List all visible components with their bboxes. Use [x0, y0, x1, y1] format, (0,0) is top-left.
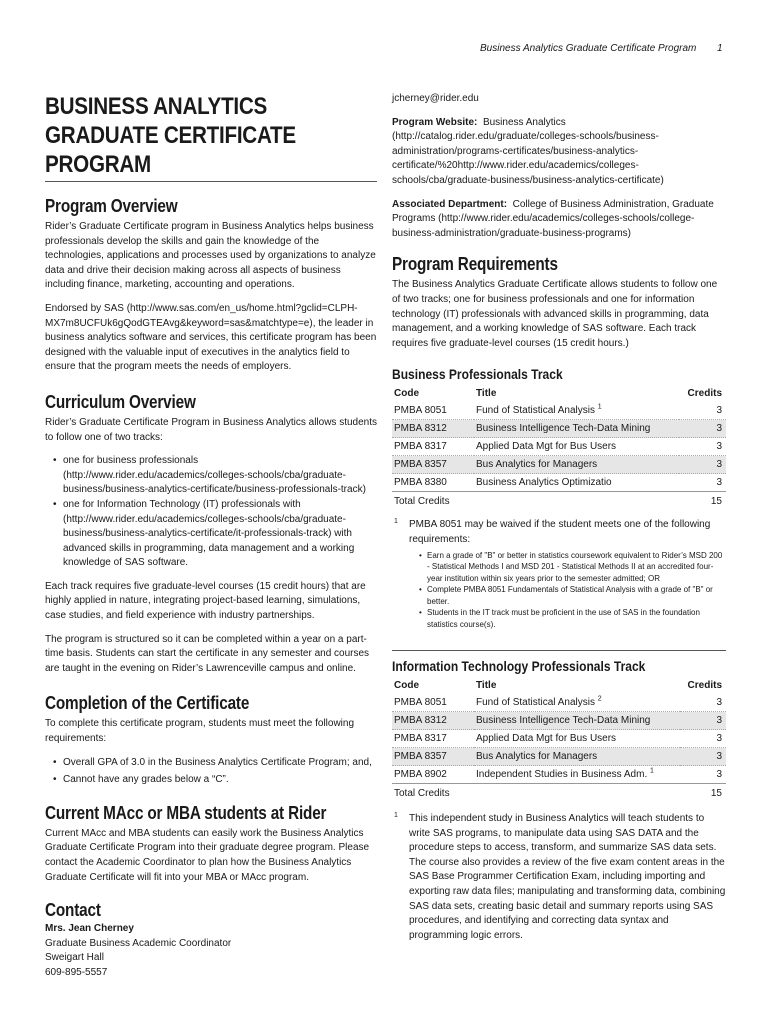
page-title: BUSINESS ANALYTICS GRADUATE CERTIFICATE PROGRAM: [45, 92, 377, 182]
program-overview-heading: Program Overview: [45, 196, 178, 216]
program-requirements-heading: Program Requirements: [392, 254, 558, 275]
program-website-link[interactable]: Business Analytics (http://catalog.rider.edu/graduate/colleges-schools/business-administration/programs-certificates/business-analytics-certificate/%20http://www.rider.edu/academics/colleges-schools/cba/graduate-business/business-analytics-certificate): [392, 116, 664, 186]
it-track-table: Code Title Credits PMBA 8051 Fund of Statistical Analysis $^2$ 3 PMBA 8312 Business Intelligence Tech-Data Mining 3 PMBA 8317 Applied Data Mgt for Bus Users 3 PMBA 8357 Bus Analytics for Managers 3 PMBA 8902 Independent Studies in Business Adm. $^1$ 3 Total Credits 15: [392, 677, 726, 802]
col-code: Code: [394, 388, 419, 400]
curriculum-paragraph-3: The program is structured so it can be completed within a year on a part-time basis. Students can start the certificate in any semester and courses are taught in the evening on Rider’s Lawrenceville campus and online.: [45, 633, 370, 674]
table-row: PMBA 8380 Business Analytics Optimizatio 3: [394, 477, 722, 489]
track-it-link[interactable]: • one for Information Technology (IT) professionals with (http://www.rider.edu/academics/colleges-schools/cba/graduate-business/business-analytics-certificate/it-professionals-track) with advanced skills in programming, data management and a working knowledge of SAS software.: [45, 498, 378, 571]
requirement-gpa: • Overall GPA of 3.0 in the Business Analytics Certificate Program; and,: [45, 756, 378, 771]
contact-email[interactable]: jcherney@rider.edu: [392, 93, 479, 104]
associated-department: [392, 198, 726, 242]
table-row: PMBA 8317 Applied Data Mgt for Bus Users 3: [394, 441, 722, 453]
contact-name: Mrs. Jean Cherney: [45, 923, 134, 935]
table-row: PMBA 8312 Business Intelligence Tech-Data Mining 3: [392, 712, 726, 730]
it-track-heading: Information Technology Professionals Track: [392, 658, 646, 674]
table-row: PMBA 8317 Applied Data Mgt for Bus Users 3: [394, 733, 722, 744]
overview-paragraph-2: Endorsed by SAS (http://www.sas.com/en_us/home.html?gclid=CLPH-MX7m8UCFUk6gQodGTEAvg&keyword=sas&matchtype=e), the leader in business analytics software and services, this certificate program has been designed with the valuable input of executives in the analytics field to ensure that the program meets the needs of employers.: [45, 302, 377, 373]
contact-role: Graduate Business Academic Coordinator: [45, 937, 232, 949]
business-track-table: [392, 385, 726, 510]
requirement-grades: • Cannot have any grades below a “C”.: [45, 773, 378, 788]
overview-paragraph-1: Rider’s Graduate Certificate program in Business Analytics helps business professionals develop the skills and gain the knowledge of the technologies, applications and processes used by organizations to analyze data and drive their decision making across all aspects of business including finance, marketing, accounting and operations.: [45, 221, 376, 291]
contact-heading: Contact: [45, 900, 101, 921]
total-credits-row: Total Credits 15: [392, 492, 726, 511]
left-column: [45, 92, 378, 981]
current-students-paragraph: Current MAcc and MBA students can easily work the Business Analytics Graduate Certificate Program into their graduate degree program. Please contact the Academic Coordinator to plan how the Business Analytics Graduate Certificate will fit into your MBA or MAcc program.: [45, 827, 370, 883]
header-title: Business Analytics Graduate Certificate Program: [480, 43, 697, 54]
right-column: [392, 92, 726, 943]
associated-department-label: Associated Department:: [392, 198, 508, 210]
contact-office: Sweigart Hall: [45, 952, 104, 964]
footnote-conditions-list: • Earn a grade of "B" or better in statistics coursework equivalent to Rider’s MSD 200 - Statistical Methods I and MSD 201 - Statistical Methods II at an accredited four-year institution within six years prior to the semester admitted; OR • Complete PMBA 8051 Fundamentals of Statistical Analysis with a grade of "B" or better. • Students in the IT track must be proficient in the use of SAS in the foundation statistics course(s).: [392, 550, 726, 631]
table-row: PMBA 8357 Bus Analytics for Managers 3: [392, 456, 726, 474]
curriculum-tracks-list: [45, 454, 378, 571]
program-website: [392, 116, 726, 189]
table-row: PMBA 8902 Independent Studies in Business Adm. $^1$ 3: [394, 767, 722, 780]
table-row: PMBA 8357 Bus Analytics for Managers 3: [392, 748, 726, 766]
contact-phone: 609-895-5557: [45, 966, 108, 978]
it-track-footnote: 1 This independent study in Business Analytics will teach students to write SAS programs, to manipulate data using SAS DATA and the procedure steps to access, transform, and summarize SAS data sets. The course also provides a review of the five exam content areas in the SAS Base Programmer Certification Exam, including importing and exporting raw data files; manipulating and transforming data, combining SAS data sets, creating basic detail and summary reports using SAS procedures, and identifying and correcting data syntax and programming logic errors.: [394, 812, 726, 941]
col-credits: Credits: [687, 388, 722, 400]
completion-intro: To complete this certificate program, students must meet the following requirements:: [45, 718, 355, 745]
table-row: PMBA 8312 Business Intelligence Tech-Data Mining 3: [392, 420, 726, 438]
associated-department-link[interactable]: College of Business Administration, Graduate Programs (http://www.rider.edu/academics/colleges-schools/college-business-administration/graduate-business-programs): [392, 198, 714, 239]
completion-heading: Completion of the Certificate: [45, 693, 250, 714]
track-business-link[interactable]: • one for business professionals (http://www.rider.edu/academics/colleges-schools/cba/graduate-business/business-analytics-certificate/business-professionals-track): [45, 454, 378, 498]
table-row: PMBA 8051 Fund of Statistical Analysis $^1$ 3: [394, 403, 722, 417]
business-track-heading: Business Professionals Track: [392, 366, 563, 383]
business-track-footnote: 1 PMBA 8051 may be waived if the student meets one of the following requirements: • Earn a grade of "B" or better in statistics coursework equivalent to Rider’s MSD 200 - Statistical Methods I and MSD 201 - Statistical Methods II at an accredited four-year institution within six years prior to the semester admitted; OR • Complete PMBA 8051 Fundamentals of Statistical Analysis with a grade of "B" or better. • Students in the IT track must be proficient in the use of SAS in the foundation statistics course(s).: [392, 518, 726, 630]
curriculum-paragraph-2: Each track requires five graduate-level courses (15 credit hours) that are highly applied in nature, integrating project-based learning, simulations, case studies, and field experience with industry partnerships.: [45, 580, 366, 622]
col-title: Title: [476, 388, 497, 400]
program-requirements-paragraph: The Business Analytics Graduate Certificate allows students to follow one of two tracks; one for business professionals and one for information technology (IT) professionals with advanced skills in programming, data management, and a working knowledge of SAS software. Each track requires five graduate-level courses (15 credit hours.): [392, 279, 718, 349]
table-row: PMBA 8051 Fund of Statistical Analysis $^2$ 3: [394, 695, 722, 708]
current-students-heading: Current MAcc or MBA students at Rider: [45, 802, 327, 823]
program-website-label: Program Website:: [392, 116, 478, 128]
page-number: 1: [717, 43, 723, 54]
curriculum-overview-heading: Curriculum Overview: [45, 391, 196, 412]
completion-requirements-list: [45, 756, 378, 788]
curriculum-intro: Rider’s Graduate Certificate Program in Business Analytics allows students to follow one of two tracks:: [45, 416, 378, 443]
total-credits-row: Total Credits 15: [392, 784, 726, 803]
